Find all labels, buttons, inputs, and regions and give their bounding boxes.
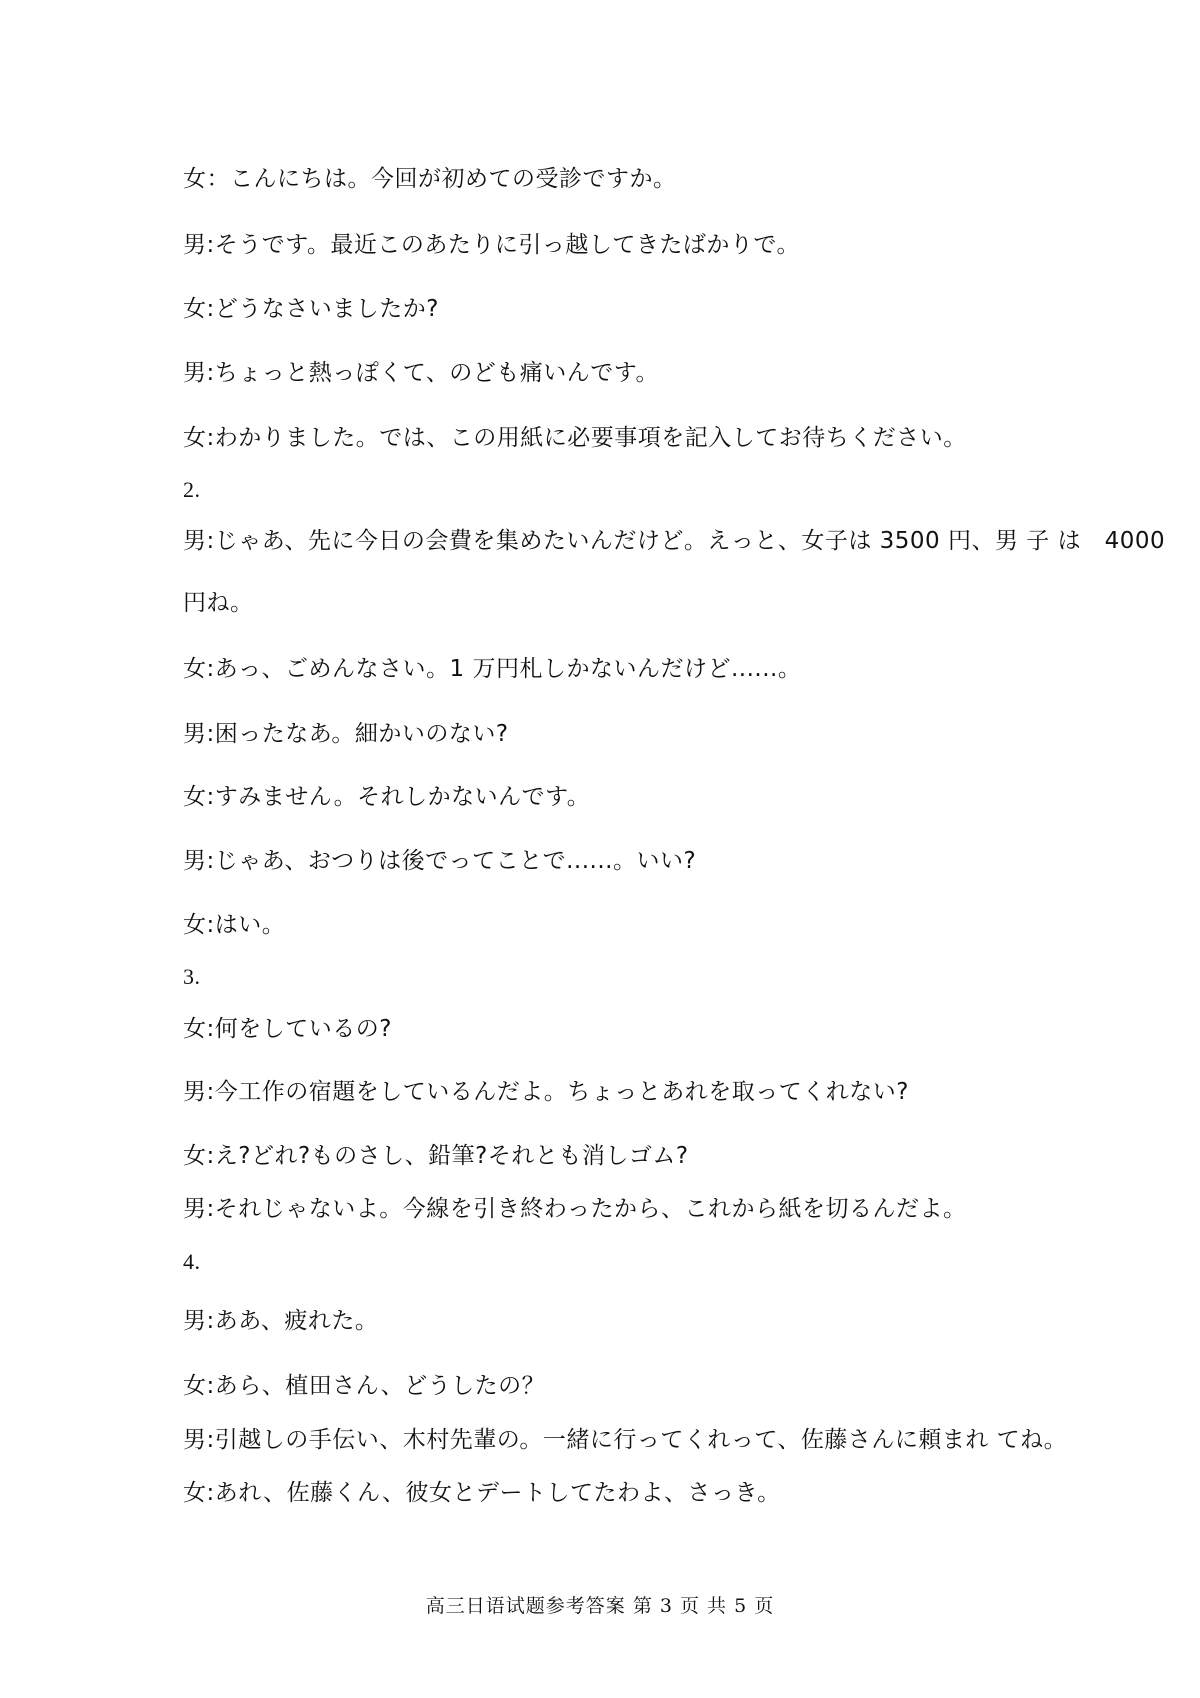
dialogue-line: 女:あっ、ごめんなさい。1 万円札しかないんだけど......。 [183,656,802,682]
dialogue-line: 女：こんにちは。今回が初めての受診ですか。 [183,166,677,192]
dialogue-line: 女:あれ、佐藤くん、彼女とデートしてたわよ、さっき。 [183,1480,781,1506]
dialogue-line: 女:すみません。それしかないんです。 [183,784,591,810]
dialogue-line: 女:わかりました。では、この用紙に必要事項を記入してお待ちください。 [183,425,967,451]
dialogue-line: 女:どうなさいましたか? [183,296,439,322]
dialogue-line: 円ね。 [183,590,254,616]
dialogue-line: 男:じゃあ、おつりは後でってことで......。いい? [183,848,697,874]
dialogue-line: 男:それじゃないよ。今線を引き終わったから、これから紙を切るんだよ。 [183,1196,967,1222]
section-number: 4. [183,1249,201,1274]
dialogue-line: 女:あら、植田さん、どうしたの？ [183,1373,546,1399]
dialogue-line: 男:そうです。最近このあたりに引っ越してきたばかりで。 [183,232,800,258]
section-number: 3. [183,964,201,989]
dialogue-line: 女:はい。 [183,912,286,938]
section-number: 2. [183,477,201,502]
dialogue-line: 男:ああ、疲れた。 [183,1308,379,1334]
page-footer: 高三日语试题参考答案 第 3 页 共 5 页 [425,1595,775,1617]
dialogue-line: 男:じゃあ、先に今日の会費を集めたいんだけど。えっと、女子は 3500 円、男 子 は 4000 [183,528,1166,554]
dialogue-line: 男:引越しの手伝い、木村先輩の。一緒に行ってくれって、佐藤さんに頼まれ てね。 [183,1427,1068,1453]
dialogue-line: 男:今工作の宿題をしているんだよ。ちょっとあれを取ってくれない? [183,1079,909,1105]
dialogue-line: 男:困ったなあ。細かいのない? [183,721,509,747]
dialogue-line: 男:ちょっと熱っぽくて、のども痛いんです。 [183,360,659,386]
dialogue-line: 女:何をしているの? [183,1016,392,1042]
dialogue-line: 女:え?どれ?ものさし、鉛筆?それとも消しゴム? [183,1143,689,1169]
